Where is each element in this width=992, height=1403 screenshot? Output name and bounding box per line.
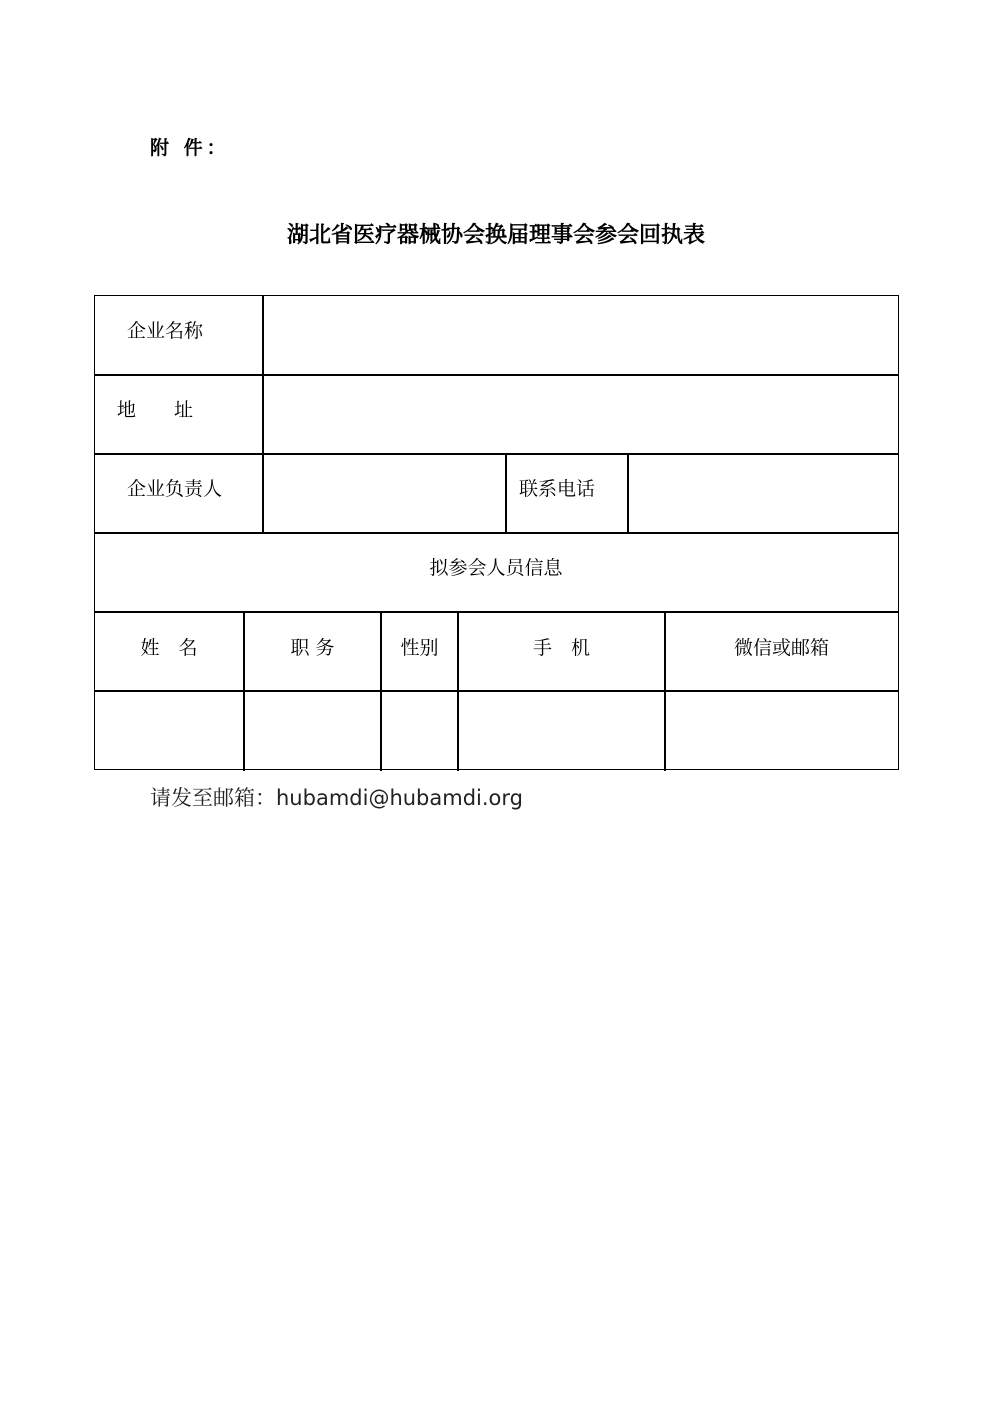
attendee-position-field[interactable] bbox=[246, 693, 378, 767]
submission-email-note: 请发至邮箱：hubamdi@hubamdi.org bbox=[150, 786, 523, 810]
attendee-gender-field[interactable] bbox=[383, 693, 455, 767]
address-field[interactable] bbox=[265, 377, 895, 451]
attendee-wechat-or-email-field[interactable] bbox=[667, 693, 895, 767]
row-divider bbox=[95, 453, 898, 455]
row-divider bbox=[95, 611, 898, 613]
page-title: 湖北省医疗器械协会换届理事会参会回执表 bbox=[286, 223, 705, 248]
row-divider bbox=[95, 374, 898, 376]
column-header-gender: 性别 bbox=[400, 637, 439, 659]
company-name-label: 企业名称 bbox=[127, 320, 204, 342]
receipt-form-table bbox=[94, 295, 899, 770]
person-in-charge-label: 企业负责人 bbox=[127, 478, 223, 500]
attachment-label: 附 件： bbox=[150, 137, 230, 159]
column-header-mobile: 手 机 bbox=[532, 637, 590, 659]
person-in-charge-field[interactable] bbox=[265, 456, 503, 530]
row-divider bbox=[95, 532, 898, 534]
contact-phone-field[interactable] bbox=[630, 456, 895, 530]
row-divider bbox=[95, 690, 898, 692]
company-name-field[interactable] bbox=[265, 298, 895, 372]
address-label: 地 址 bbox=[117, 399, 194, 421]
attendee-mobile-field[interactable] bbox=[460, 693, 662, 767]
attendees-section-label: 拟参会人员信息 bbox=[429, 557, 563, 579]
column-header-name: 姓 名 bbox=[140, 637, 198, 659]
column-header-position: 职 务 bbox=[290, 637, 335, 659]
column-divider bbox=[505, 453, 507, 533]
column-header-wechat-or-email: 微信或邮箱 bbox=[733, 637, 829, 659]
column-divider bbox=[627, 453, 629, 533]
attendee-name-field[interactable] bbox=[97, 693, 241, 767]
contact-phone-label: 联系电话 bbox=[519, 478, 596, 500]
column-divider bbox=[262, 296, 264, 533]
